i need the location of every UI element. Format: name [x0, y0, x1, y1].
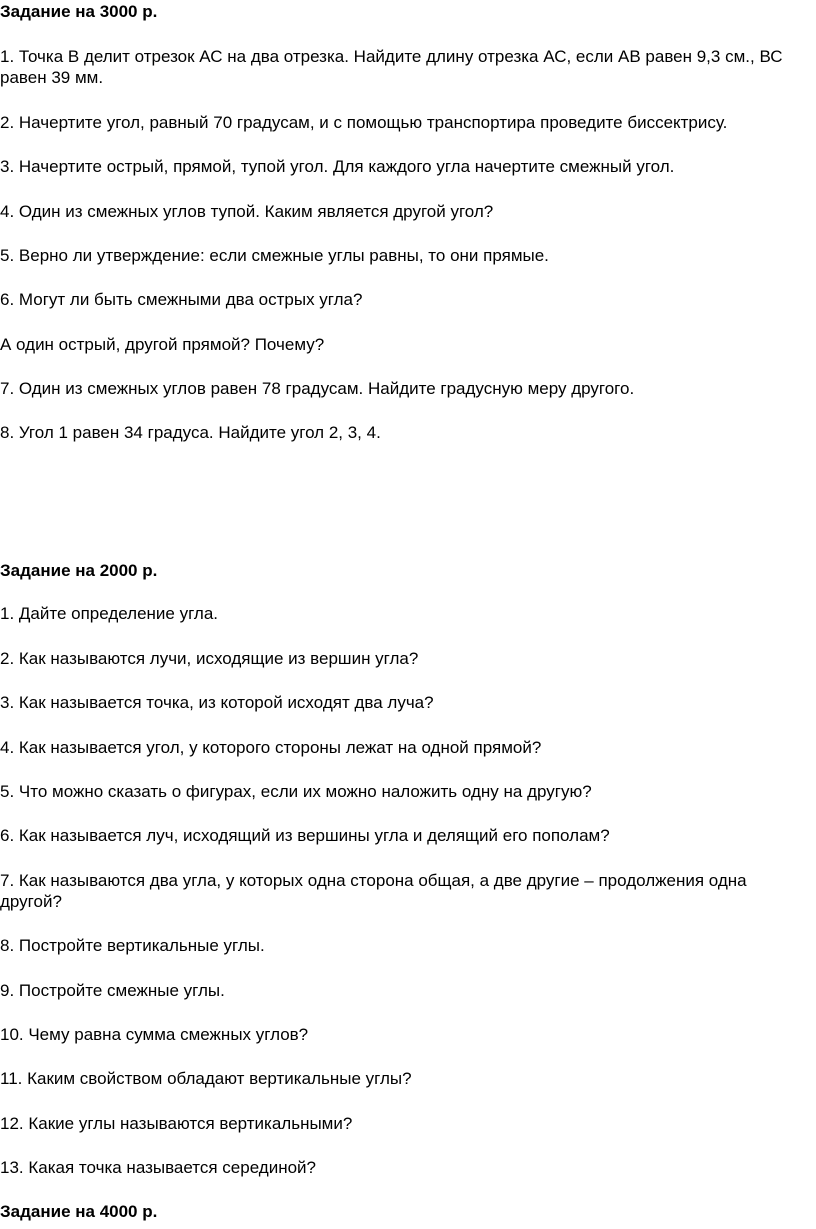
task-item: 4. Как называется угол, у которого стороны лежат на одной прямой? — [0, 738, 542, 757]
task-item: 13. Какая точка называется серединой? — [0, 1158, 317, 1177]
task-item: 4. Один из смежных углов тупой. Каким является другой угол? — [0, 202, 494, 221]
task-item: 7. Один из смежных углов равен 78 градусам. Найдите градусную меру другого. — [0, 379, 635, 398]
task-item: 9. Постройте смежные углы. — [0, 981, 225, 1000]
task-item: 1. Точка В делит отрезок АС на два отрезка. Найдите длину отрезка АС, если АВ равен 9,3 см., ВС равен 39 мм. — [0, 47, 783, 87]
task-item: 1. Дайте определение угла. — [0, 604, 219, 623]
section-heading-3000: Задание на 3000 р. — [0, 2, 158, 21]
task-item: 8. Угол 1 равен 34 градуса. Найдите угол 2, 3, 4. — [0, 423, 381, 442]
section-heading-4000: Задание на 4000 р. — [0, 1202, 158, 1221]
task-item: 3. Как называется точка, из которой исходят два луча? — [0, 693, 434, 712]
task-item: 8. Постройте вертикальные углы. — [0, 936, 265, 955]
task-item: 12. Какие углы называются вертикальными? — [0, 1114, 353, 1133]
task-item: 5. Верно ли утверждение: если смежные углы равны, то они прямые. — [0, 246, 549, 265]
task-item: 5. Что можно сказать о фигурах, если их можно наложить одну на другую? — [0, 782, 592, 801]
task-item: 3. Начертите острый, прямой, тупой угол. Для каждого угла начертите смежный угол. — [0, 157, 675, 176]
task-item: 10. Чему равна сумма смежных углов? — [0, 1025, 309, 1044]
task-item: 6. Как называется луч, исходящий из вершины угла и делящий его пополам? — [0, 826, 610, 845]
task-item: 6. Могут ли быть смежными два острых угла? — [0, 290, 363, 309]
task-item: А один острый, другой прямой? Почему? — [0, 335, 325, 354]
task-item: 11. Каким свойством обладают вертикальные углы? — [0, 1069, 412, 1088]
section-heading-2000: Задание на 2000 р. — [0, 561, 158, 580]
task-item: 2. Начертите угол, равный 70 градусам, и с помощью транспортира проведите биссектрису. — [0, 113, 728, 132]
task-item: 2. Как называются лучи, исходящие из вершин угла? — [0, 649, 419, 668]
task-item: 7. Как называются два угла, у которых одна сторона общая, а две другие – продолжения одна другой? — [0, 871, 747, 911]
